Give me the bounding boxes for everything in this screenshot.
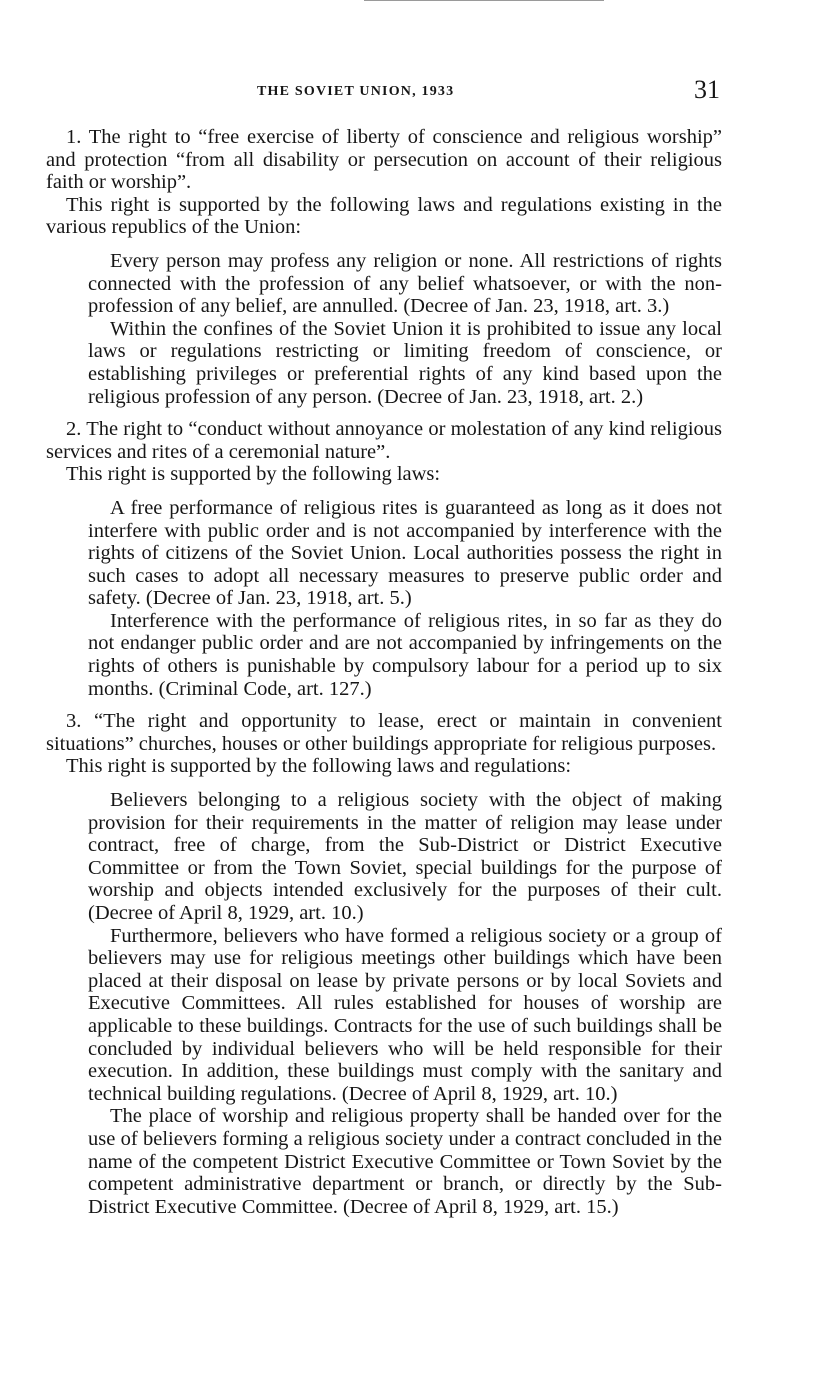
section-1 [46, 126, 722, 408]
section-3-intro: This right is supported by the following laws and regulations: [66, 755, 572, 778]
section-1-heading: 1. The right to “free exercise of liberty of conscience and religious worship” and protection “from all disability or persecution on account of their religious faith or worship”. [46, 126, 722, 194]
running-head [46, 76, 722, 112]
section-gap [46, 700, 722, 710]
section-3 [46, 710, 722, 1218]
section-1-quote-1: Every person may profess any religion or none. All restrictions of rights connected with the profession of any belief whatsoever, or with the non-profession of any belief, are annulled. (Decree of Jan. 23, 1918, art. 3.) [88, 249, 722, 318]
section-3-quotes [88, 789, 722, 1218]
section-3-quote-1: Believers belonging to a religious society with the object of making provision for their requirements in the matter of religion may lease under contract, free of charge, from the Sub-District or District Executive Committee or from the Town Soviet, special buildings for the purpose of worship and objects intended exclusively for the purposes of their cult. (Decree of April 8, 1929, art. 10.) [88, 789, 722, 924]
section-1-quotes [88, 250, 722, 408]
section-2-heading: 2. The right to “conduct without annoyance or molestation of any kind religious services and rites of a ceremonial nature”. [46, 418, 722, 463]
section-2-quote-1: A free performance of religious rites is guaranteed as long as it does not interfere with public order and is not accompanied by interference with the rights of citizens of the Soviet Union. Local authorities possess the right in such cases to adopt all necessary measures to preserve public order and safety. (Decree of Jan. 23, 1918, art. 5.) [88, 496, 722, 610]
top-edge-rule [364, 0, 604, 1]
section-2-quote-2: Interference with the performance of religious rites, in so far as they do not endanger public order and are not accompanied by infringements on the rights of others is punishable by compulsory labour for a period up to six months. (Criminal Code, art. 127.) [88, 609, 722, 700]
section-2-quotes [88, 497, 722, 700]
section-3-heading: 3. “The right and opportunity to lease, erect or maintain in convenient situations” churches, houses or other buildings appropriate for religious purposes. [46, 710, 722, 755]
section-1-intro: This right is supported by the following laws and regulations existing in the various republics of the Union: [46, 193, 722, 239]
section-2 [46, 418, 722, 700]
section-2-intro: This right is supported by the following laws: [66, 463, 441, 486]
body-text [46, 126, 722, 1218]
page-number: 31 [694, 75, 720, 104]
running-title: THE SOVIET UNION, 1933 [257, 84, 455, 99]
section-3-quote-3: The place of worship and religious property shall be handed over for the use of believers forming a religious society under a contract concluded in the name of the competent District Executive Committee or Town Soviet by the competent administrative department or branch, or directly by the Sub-District Executive Committee. (Decree of April 8, 1929, art. 15.) [88, 1105, 722, 1218]
section-gap [46, 408, 722, 418]
section-1-quote-2: Within the confines of the Soviet Union it is prohibited to issue any local laws or regulations restricting or limiting freedom of conscience, or establishing privileges or preferential rights of any kind based upon the religious profession of any person. (Decree of Jan. 23, 1918, art. 2.) [88, 317, 722, 408]
section-3-quote-2: Furthermore, believers who have formed a religious society or a group of believers may use for religious meetings other buildings which have been placed at their disposal on lease by private persons or by local Soviets and Executive Committees. All rules established for houses of worship are applicable to these buildings. Contracts for the use of such buildings shall be concluded by individual believers who will be held responsible for their execution. In addition, these buildings must comply with the sanitary and technical building regulations. (Decree of April 8, 1929, art. 10.) [88, 924, 722, 1105]
